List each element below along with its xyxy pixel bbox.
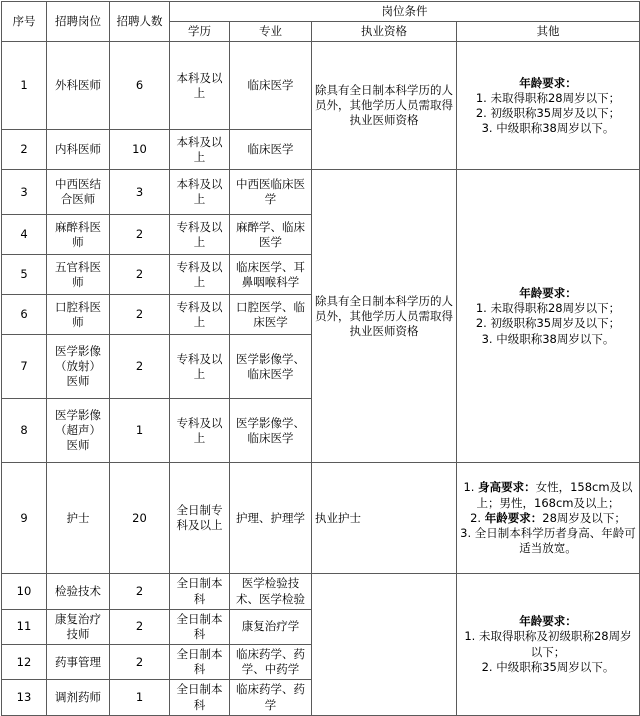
cell-num: 20 [110,463,170,574]
cell-major: 医学影像学、临床医学 [230,335,312,399]
other-line-text: 女性，158cm及以上；男性，168cm及以上； [476,480,633,510]
cell-education: 本科及以上 [170,170,230,215]
cell-education: 专科及以上 [170,335,230,399]
cell-major: 医学检验技术、医学检验 [230,574,312,609]
cell-post: 五官科医师 [47,255,110,295]
cell-education: 全日制本科 [170,574,230,609]
cell-post: 调剂药师 [47,680,110,715]
other-line [460,511,636,526]
cell-post: 药事管理 [47,645,110,680]
cell-post: 医学影像（超声）医师 [47,399,110,463]
cell-education: 专科及以上 [170,295,230,335]
table-row [2,574,640,609]
cell-num: 2 [110,574,170,609]
cell-no: 1 [2,42,47,130]
cell-major: 护理、护理学 [230,463,312,574]
cell-education: 全日制本科 [170,645,230,680]
cell-no: 13 [2,680,47,715]
cell-major: 口腔医学、临床医学 [230,295,312,335]
cell-education: 本科及以上 [170,130,230,170]
cell-major: 临床药学、药学 [230,680,312,715]
other-line: 2. 中级职称35周岁以下。 [481,659,615,674]
cell-no: 7 [2,335,47,399]
header-post: 招聘岗位 [47,2,110,42]
cell-num: 2 [110,335,170,399]
cell-no: 11 [2,609,47,644]
cell-no: 2 [2,130,47,170]
cell-post: 医学影像（放射）医师 [47,335,110,399]
header-conditions: 岗位条件 [170,2,640,22]
other-line-title: 年龄要求： [484,510,543,525]
cell-education: 专科及以上 [170,399,230,463]
cell-major: 临床医学、耳鼻咽喉科学 [230,255,312,295]
cell-num: 10 [110,130,170,170]
cell-education: 专科及以上 [170,255,230,295]
cell-post: 内科医师 [47,130,110,170]
other-line-num: 1. [463,480,479,495]
cell-license-group-tech [312,574,457,715]
other-line [460,480,636,510]
other-line: 1. 未取得职称28周岁以下； [475,301,621,316]
other-line: 1. 未取得职称及初级职称28周岁以下； [464,629,632,659]
header-row-top [2,2,640,22]
header-num: 招聘人数 [110,2,170,42]
cell-no: 4 [2,215,47,255]
other-line: 3. 全日制本科学历者身高、年龄可适当放宽。 [460,525,636,556]
cell-education: 全日制本科 [170,609,230,644]
header-major: 专业 [230,22,312,42]
cell-no: 3 [2,170,47,215]
cell-other-nurse [457,463,640,574]
cell-num: 1 [110,399,170,463]
other-line-title: 身高要求： [478,480,536,495]
cell-license-nurse: 执业护士 [312,463,457,574]
cell-major: 临床医学 [230,42,312,130]
cell-post: 检验技术 [47,574,110,609]
header-education: 学历 [170,22,230,42]
cell-education: 全日制本科 [170,680,230,715]
cell-other-group-doctors-3-8 [457,170,640,463]
cell-major: 医学影像学、临床医学 [230,399,312,463]
header-no: 序号 [2,2,47,42]
cell-no: 6 [2,295,47,335]
cell-num: 1 [110,680,170,715]
cell-license-group-doctors-3-8: 除具有全日制本科学历的人员外，其他学历人员需取得执业医师资格 [312,170,457,463]
cell-major: 临床药学、药学、中药学 [230,645,312,680]
cell-post: 中西医结合医师 [47,170,110,215]
header-license: 执业资格 [312,22,457,42]
cell-post: 口腔科医师 [47,295,110,335]
cell-no: 8 [2,399,47,463]
cell-no: 9 [2,463,47,574]
cell-post: 麻醉科医师 [47,215,110,255]
table-body [2,42,640,715]
other-line-text: 28周岁及以下； [542,510,626,525]
recruitment-table [1,1,640,716]
other-line: 2. 初级职称35周岁及以下； [475,316,621,331]
header-other: 其他 [457,22,640,42]
cell-post: 护士 [47,463,110,574]
cell-post: 外科医师 [47,42,110,130]
cell-major: 临床医学 [230,130,312,170]
other-title: 年龄要求： [519,614,577,629]
cell-num: 2 [110,645,170,680]
other-line: 1. 未取得职称28周岁以下； [475,90,621,105]
other-line-num: 2. [470,510,485,525]
other-line: 3. 中级职称38周岁以下。 [481,331,615,346]
cell-no: 12 [2,645,47,680]
other-title: 年龄要求： [519,286,577,300]
cell-post: 康复治疗技师 [47,609,110,644]
cell-major: 麻醉学、临床医学 [230,215,312,255]
other-line: 2. 初级职称35周岁及以下； [475,105,621,120]
cell-num: 2 [110,609,170,644]
cell-major: 中西医临床医学 [230,170,312,215]
cell-education: 专科及以上 [170,215,230,255]
other-line: 3. 中级职称38周岁以下。 [481,121,615,136]
other-title: 年龄要求： [519,75,577,90]
cell-num: 2 [110,295,170,335]
cell-license-group-doctors-1-2: 除具有全日制本科学历的人员外，其他学历人员需取得执业医师资格 [312,42,457,170]
table-row [2,170,640,215]
cell-num: 2 [110,255,170,295]
cell-major: 康复治疗学 [230,609,312,644]
cell-education: 全日制专科及以上 [170,463,230,574]
cell-no: 10 [2,574,47,609]
table-row [2,42,640,130]
cell-no: 5 [2,255,47,295]
cell-num: 6 [110,42,170,130]
table-header [2,2,640,42]
cell-other-group-doctors-1-2 [457,42,640,170]
cell-num: 3 [110,170,170,215]
cell-education: 本科及以上 [170,42,230,130]
cell-num: 2 [110,215,170,255]
cell-other-group-tech [457,574,640,715]
table-row [2,463,640,574]
